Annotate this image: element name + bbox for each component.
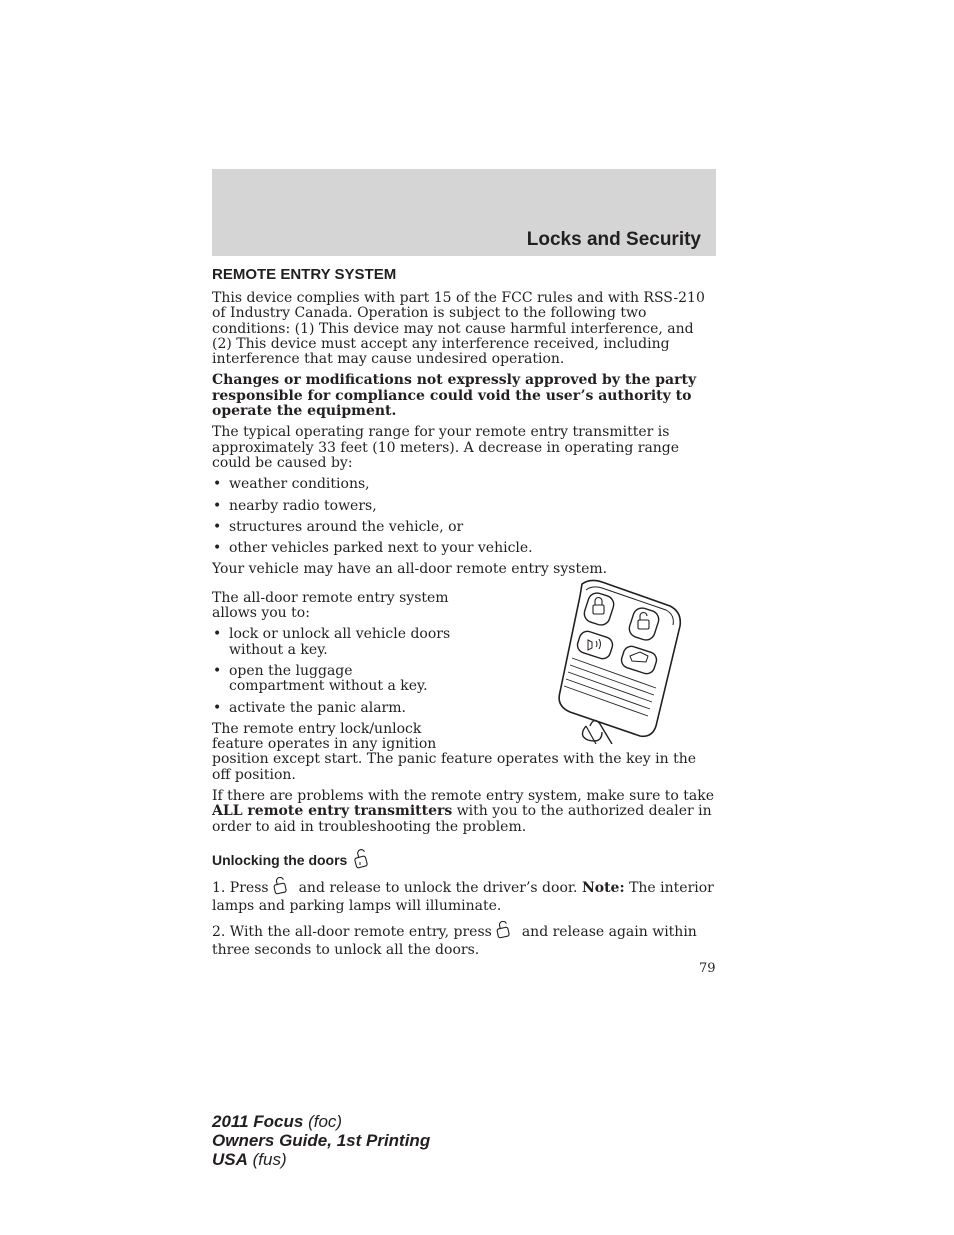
troubleshoot-text-start: If there are problems with the remote entry system, make sure to take <box>212 788 715 805</box>
troubleshoot-text-bold: ALL remote entry transmitters <box>212 803 453 820</box>
page-number: 79 <box>699 961 716 976</box>
step-1-pre: 1. Press <box>212 879 269 896</box>
lock-feature-text-b: position except start. The panic feature operates with the key in the off position. <box>212 751 697 783</box>
remote-key-fob-icon <box>530 576 690 744</box>
features-list <box>212 627 452 715</box>
footer-market: USA <box>212 1150 248 1169</box>
footer-line-3 <box>212 1150 430 1169</box>
feature-block <box>212 591 716 783</box>
footer-model-code: (foc) <box>303 1112 343 1131</box>
step-1-mid: and release to unlock the driver’s door. <box>298 879 582 896</box>
feature-text-column <box>212 591 452 753</box>
warning-paragraph: Changes or modifications not expressly approved by the party responsible for compliance could void the user’s authority to operate the equipment. <box>212 372 697 420</box>
unlocking-title-text: Unlocking the doors <box>212 851 348 868</box>
step-2-end: and release again within three seconds to unlock all the doors. <box>212 923 697 958</box>
list-item: • activate the panic alarm. <box>212 701 452 716</box>
troubleshoot-paragraph <box>212 789 716 835</box>
all-door-paragraph: Your vehicle may have an all-door remote entry system. <box>212 561 608 578</box>
section-title: REMOTE ENTRY SYSTEM <box>212 266 397 283</box>
page-header-title: Locks and Security <box>526 229 701 250</box>
range-paragraph: The typical operating range for your remote entry transmitter is approximately 33 feet (10 meters). A decrease in operating range could be caused by: <box>212 424 680 471</box>
step-1-end: The interior lamps and parking lamps will illuminate. <box>212 879 714 914</box>
list-item: • open the luggage compartment without a key. <box>212 664 452 695</box>
step-1 <box>212 877 716 915</box>
troubleshoot-text-end: with you to the authorized dealer in order to aid in troubleshooting the problem. <box>212 803 712 835</box>
step-2 <box>212 921 716 959</box>
footer-line-1 <box>212 1112 430 1131</box>
unlock-icon <box>496 921 512 939</box>
list-item: • other vehicles parked next to your vehicle. <box>212 541 716 556</box>
main-content <box>212 266 716 965</box>
unlock-icon <box>354 849 370 869</box>
list-item: • lock or unlock all vehicle doors without a key. <box>212 627 452 658</box>
footer <box>212 1112 430 1169</box>
header-band <box>212 169 716 256</box>
unlock-icon <box>273 877 289 895</box>
footer-guide: Owners Guide, 1st Printing <box>212 1131 431 1150</box>
list-item: • nearby radio towers, <box>212 499 716 514</box>
unlocking-title <box>212 849 716 869</box>
range-factors-list <box>212 477 716 556</box>
footer-line-2 <box>212 1131 430 1150</box>
step-2-pre: 2. With the all-door remote entry, press <box>212 923 492 940</box>
fcc-paragraph: This device complies with part 15 of the FCC rules and with RSS-210 of Industry Canada. Operation is subject to the following two conditions: (1) This device may not cause harmful interference, and (2) This device must accept any interference received, including interference that may cause undesired operation. <box>212 290 705 368</box>
list-item: • structures around the vehicle, or <box>212 520 716 535</box>
footer-market-code: (fus) <box>247 1150 287 1169</box>
list-item: • weather conditions, <box>212 477 716 492</box>
footer-model: 2011 Focus <box>212 1112 304 1131</box>
step-1-note-label: Note: <box>581 879 625 896</box>
lock-feature-text-a: The remote entry lock/unlock feature operates in any ignition <box>212 720 437 753</box>
features-intro: The all-door remote entry system allows you to: <box>212 589 449 622</box>
